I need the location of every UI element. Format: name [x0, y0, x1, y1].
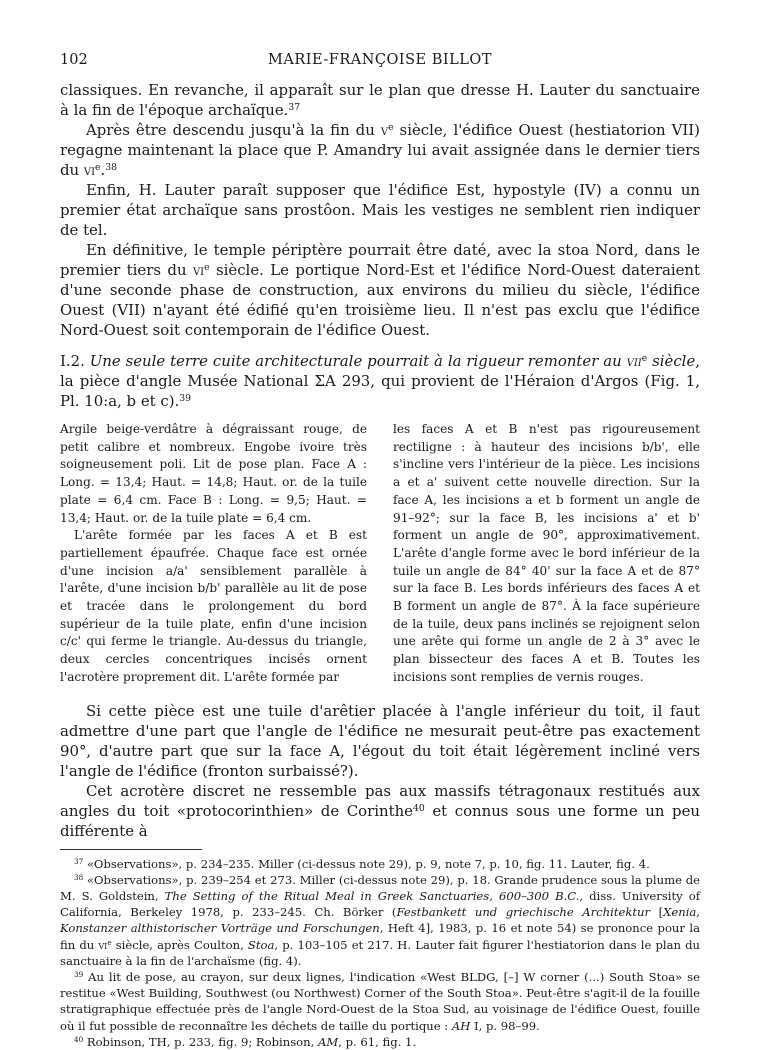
- paragraph-4: En définitive, le temple périptère pourrait être daté, avec la stoa Nord, dans le premier tiers du $vi^e$ siècle. Le portique Nord-Est et l'édifice Nord-Ouest dateraient d'une seconde phase de construction, aux environs du milieu du siècle, l'édifice Ouest (VII) n'ayant été édifié qu'en troisième lieu. Il n'est pas exclu que l'édifice Nord-Ouest soit contemporain de l'édifice Ouest.: [60, 241, 700, 339]
- note-ref-39[interactable]: 39: [179, 392, 191, 404]
- page: [60, 40, 700, 1050]
- description-paragraph: L'arête formée par les faces A et B est partiellement épaufrée. Chaque face est ornée d'une incision a/a' sensiblement parallèle à l'arête, d'une incision b/b' parallèle au lit de pose et tracée dans le prolongement du bord supérieur de la tuile plate, enfin d'une incision c/c' qui ferme le triangle. Au-dessus du triangle, deux cercles concentriques incisés ornent l'acrotère proprement dit. L'arête formée par: [60, 528, 367, 684]
- running-header: [60, 40, 700, 80]
- main-text: [60, 80, 700, 340]
- footnote-divider: [60, 849, 202, 850]
- description-right-column: [393, 421, 700, 687]
- description-left-column: [60, 421, 367, 687]
- running-head-author: MARIE-FRANÇOISE BILLOT: [268, 52, 492, 68]
- note-ref-40[interactable]: 40: [412, 802, 425, 814]
- object-description: [60, 421, 700, 687]
- paragraph-2: Après être descendu jusqu'à la fin du $v^e$ siècle, l'édifice Ouest (hestiatorion VII) regagne maintenant la place que P. Amandry lui avait assignée dans le dernier tiers du $vi^e.^{38}$: [60, 121, 700, 179]
- description-paragraph: les faces A et B n'est pas rigoureusement rectiligne : à hauteur des incisions b/b', elle s'incline vers l'intérieur de la pièce. Les incisions a et a' suivent cette nouvelle direction. Sur la face A, les incisions a et b forment un angle de 91–92°; sur la face B, les incisions a' et b' forment un angle de 90°, approximativement. L'arête d'angle forme avec le bord inférieur de la tuile un angle de 84° 40' sur la face A et de 87° sur la face B. Les bords inférieurs des faces A et B forment un angle de 87°. À la face supérieure de la tuile, deux pans inclinés se rejoignent selon une arête qui forme un angle de 2 à 3° avec le plan bissecteur des faces A et B. Toutes les incisions sont remplies de vernis rouges.: [393, 422, 700, 684]
- footnote-40: $^{40}$ Robinson, TH, p. 233, fig. 9; Robinson, AM, p. 61, fig. 1.: [74, 1034, 417, 1049]
- page-number: 102: [60, 52, 88, 68]
- paragraph-1: classiques. En revanche, il apparaît sur le plan que dresse H. Lauter du sanctuaire à la fin de l'époque archaïque.$^{37}$: [60, 81, 700, 119]
- note-ref-37[interactable]: 37: [288, 101, 301, 113]
- footnote-38: $^{38}$ «Observations», p. 239–254 et 273. Miller (ci-dessus note 29), p. 18. Grande prudence sous la plume de M. S. Goldstein, The Setting of the Ritual Meal in Greek Sanctuaries, 600–300 B.C., diss. University of California, Berkeley 1978, p. 233–245. Ch. Börker (Festbankett und griechische Architektur [Xenia, Konstanzer althistorischer Vorträge und Forschungen, Heft 4], 1983, p. 16 et note 54) se prononce pour la fin du $vi^e$ siècle, après Coulton, Stoa, p. 103–105 et 217. H. Lauter fait figurer l'hestiatorion dans le plan du sanctuaire à la fin de l'archaïsme (fig. 4).: [60, 872, 701, 968]
- footnotes: [60, 856, 700, 1050]
- note-ref-38[interactable]: 38: [105, 161, 117, 173]
- paragraph-3: Enfin, H. Lauter paraît supposer que l'édifice Est, hypostyle (IV) a connu un premier état archaïque sans prostôon. Mais les vestiges ne semblent rien indiquer de tel.: [60, 181, 700, 239]
- paragraph-6: Cet acrotère discret ne ressemble pas aux massifs tétragonaux restitués aux angles du toit «protocorinthien» de Corinthe$^{40}$ et connus sous une forme un peu différente à: [60, 781, 700, 840]
- section-number: I.2.: [60, 352, 85, 370]
- main-text-continued: [60, 701, 700, 841]
- section-heading-paragraph: I.2. Une seule terre cuite architecturale pourrait à la rigueur remonter au vii$^e$ siècle, la pièce d'angle Musée National ΣA 293, qui provient de l'Héraion d'Argos (Fig. 1, Pl. 10:a, b et c).$^{39}$: [60, 352, 700, 410]
- footnote-37: $^{37}$ «Observations», p. 234–235. Miller (ci-dessus note 29), p. 9, note 7, p. 10, fig. 11. Lauter, fig. 4.: [74, 856, 650, 871]
- description-paragraph: Argile beige-verdâtre à dégraissant rouge, de petit calibre et nombreux. Engobe ivoire très soigneusement poli. Lit de pose plan. Face A : Long. = 13,4; Haut. = 14,8; Haut. or. de la tuile plate = 6,4 cm. Face B : Long. = 9,5; Haut. = 13,4; Haut. or. de la tuile plate = 6,4 cm.: [60, 422, 367, 525]
- paragraph-5: Si cette pièce est une tuile d'arêtier placée à l'angle inférieur du toit, il faut admettre d'une part que l'angle de l'édifice ne mesurait peut-être pas exactement 90°, d'autre part que sur la face A, l'égout du toit était légèrement incliné vers l'angle de l'édifice (fronton surbaissé?).: [60, 701, 700, 780]
- footnote-39: $^{39}$ Au lit de pose, au crayon, sur deux lignes, l'indication «West BLDG, [–] W corner (...) South Stoa» se restitue «West Building, Southwest (ou Northwest) Corner of the South Stoa». Peut-être s'agit-il de la fouille stratigraphique effectuée près de l'angle Nord-Ouest de la Stoa Sud, au voisinage de l'édifice Ouest, fouille où il fut possible de reconnaître les déchets de taille du portique : AH I, p. 98–99.: [60, 969, 700, 1033]
